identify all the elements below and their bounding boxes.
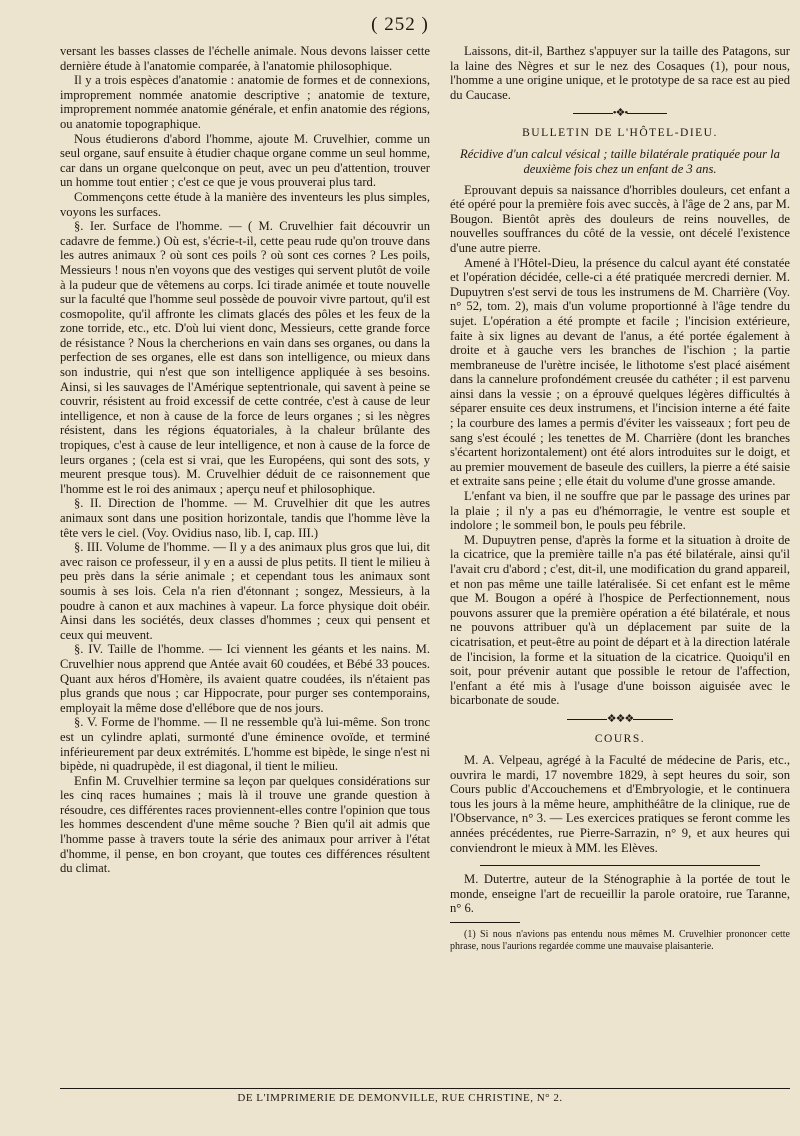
left-paragraph: §. Ier. Surface de l'homme. — ( M. Cruvelhier fait découvrir un cadavre de femme.) Où est, s'écrie-t-il, cette peau rude qu'on trouve dans les autres animaux ? où sont ces poils ? où sont ces cornes ? Les poils, Messieurs ! nous n'en voyons que des vestiges qui servent plutôt de voile à la pudeur que de vêtemens au corps. Ici tirade animée et toute nouvelle sur la faculté que l'homme seul possède de pouvoir vivre partout, qu'il est cosmopolite, qu'il affronte les climats glacés des pôles et les feux de la zone torride, etc., etc. D'où lui vient donc, Messieurs, cette grande force de résistance ? Nous la chercherions en vain dans ses organes, ou dans la perfection de ses organes, elle est dans son intelligence, ou mieux dans son industrie, qui n'est que son intelligence appliquée à ses besoins. Ainsi, si les sauvages de l'Amérique septentrionale, qui savent à peine se couvrir, résistent au froid excessif de cette contrée, c'est à cause de leur intelligence, et non à cause de la force de leurs organes ; si les nègres résistent, dans les régions équatoriales, à la chaleur brûlante des tropiques, c'est à cause de leur intelligence, et non à cause de la force de leurs organes ; (cela est si vrai, que les Européens, qui sont des sots, y meurent presque tous). M. Cruvelhier déduit de ce raisonnement que l'homme est le roi des animaux ; aperçu neuf et philosophique. <box>60 219 431 496</box>
bulletin-paragraph: L'enfant va bien, il ne souffre que par le passage des urines par la plaie ; il n'y a pas eu d'hémorragie, le ventre est souple et indolore ; le sommeil bon, le pouls peu fébrile. <box>450 489 790 533</box>
left-paragraph: §. III. Volume de l'homme. — Il y a des animaux plus gros que lui, dit avec raison ce professeur, il y en a aussi de plus petits. Il tient le milieu à peu près dans la série animale ; et cependant tous les animaux sont soumis à ses lois. Cela n'a rien d'étonnant ; songez, Messieurs, à la poudre à canon et aux machines à vapeur. La force physique doit obéir. Ainsi dans les sociétés, deux classes d'hommes ; ceux qui pensent et ceux qui meuvent. <box>60 540 430 642</box>
left-paragraph: versant les basses classes de l'échelle animale. Nous devons laisser cette dernière étude à l'anatomie comparée, à l'anatomie philosophique. <box>60 44 430 73</box>
left-paragraph: Nous étudierons d'abord l'homme, ajoute M. Cruvelhier, comme un seul organe, sauf ensuite à étudier chaque organe comme un seul homme, car dans un organe quelconque on peut, avec un peu d'attention, trouver un homme tout entier ; c'est ce que je vous prouverai plus tard. <box>60 131 430 190</box>
left-paragraph: Commençons cette étude à la manière des inventeurs les plus simples, voyons les surfaces. <box>60 189 430 219</box>
left-paragraph: §. V. Forme de l'homme. — Il ne ressemble qu'à lui-même. Son tronc est un cylindre aplati, surmonté d'une éminence ovoïde, et terminé inférieurement par deux extrémités. L'homme est bipède, le singe n'est ni bipède, ni quadrupède, il est diagonal, il tient le milieu. <box>60 715 430 774</box>
cours-heading: COURS. <box>594 732 646 745</box>
footnote-rule <box>450 922 520 923</box>
cours-paragraph: M. A. Velpeau, agrégé à la Faculté de médecine de Paris, etc., ouvrira le mardi, 17 novembre 1829, à sept heures du soir, son Cours public d'Accouchemens et d'Embryologie, et le continuera tous les jours à la même heure, amphithéâtre de la clinique, rue de l'Observance, n° 3. — Les exercices pratiques se feront comme les années précédentes, rue Pierre-Sarrazin, n° 9, et aux heures qui conviendront le mieux à MM. les Elèves. <box>450 752 790 855</box>
left-paragraph: §. IV. Taille de l'homme. — Ici viennent les géants et les nains. M. Cruvelhier nous apprend que Antée avait 60 coudées, et Bébé 33 pouces. Quant aux héros d'Homère, ils avaient quatre coudées, ils n'étaient pas plus grands que nous ; car Hippocrate, pour purger ses contemporains, employait la même dose d'ellébore que de nos jours. <box>60 642 430 715</box>
bulletin-subtitle: Récidive d'un calcul vésical ; taille bilatérale pratiquée pour la deuxième fois chez un enfant de 3 ans. <box>460 147 780 176</box>
ornament-divider: ❖❖❖ <box>450 712 790 725</box>
advert-paragraph: M. Dutertre, auteur de la Sténographie à la portée de tout le monde, enseigne l'art de recueillir la parole oratoire, rue Taranne, n° 6. <box>450 872 790 916</box>
bulletin-heading: BULLETIN DE L'HÔTEL-DIEU. <box>522 127 718 140</box>
ornament-divider: •❖• <box>450 106 790 119</box>
right-intro-paragraph: Laissons, dit-il, Barthez s'appuyer sur la taille des Patagons, sur la laine des Nègres et sur le nez des Cosaques (1), pour nous, l'homme a une origine unique, et le prototype de sa race est au pied du Caucase. <box>450 44 790 102</box>
bulletin-paragraph: Amené à l'Hôtel-Dieu, la présence du calcul ayant été constatée et l'opération décidée, celle-ci a été pratiquée mercredi dernier. M. Dupuytren s'est servi de tous les instrumens de M. Charrière (Voy. n° 52, tom. 2), mais d'un volume proportionné à l'âge tendre du sujet. L'opération a été prompte et facile ; l'incision extérieure, faite à six lignes au devant de l'anus, a été portée également à droite et à gauche vers les branches de l'ischion ; la partie membraneuse de l'urètre incisée, le lithotome s'est placé aisément dans la cannelure profondément creusée du cathéter ; il est parvenu ainsi dans la vessie ; on a éprouvé quelques légères difficultés à séparer ensuite ces deux instrumens, et l'incision interne a été faite ; la courbure des lames a permis d'éviter les vaisseaux ; fort peu de sang s'est écoulé ; les tenettes de M. Charrière (dont les branches s'écartent horizontalement) ont été alors introduites sur le doigt, et au premier mouvement de baseule des cuillers, la pierre a été saisie et extraite sans peine ; elle était du volume d'une grosse amande. <box>450 255 790 489</box>
bulletin-paragraph: Eprouvant depuis sa naissance d'horribles douleurs, cet enfant a été opéré pour la première fois avec succès, à l'âge de 2 ans, par M. Bougon. Bientôt après des douleurs de reins nouvelles, de nouvelles souffrances du côté de la vessie, ont décelé l'existence d'une autre pierre. <box>450 182 790 255</box>
left-paragraph: Enfin M. Cruvelhier termine sa leçon par quelques considérations sur les cinq races humaines ; mais là il trouve une grande question à résoudre, ces différentes races proviennent-elles contre l'opinion que tous les hommes descendent d'une même souche ? Bien qu'il ait admis que l'homme passe à travers toute la série des animaux pour arriver à l'état d'homme, il pense, en bon croyant, que toutes ces différences résultent du climat. <box>60 773 430 876</box>
left-paragraph: Il y a trois espèces d'anatomie : anatomie de formes et de connexions, improprement nommée anatomie descriptive ; anatomie de texture, improprement nommée anatomie générale, et enfin anatomie des régions, ou anatomie topographique. <box>60 73 430 131</box>
left-paragraph: §. II. Direction de l'homme. — M. Cruvelhier dit que les autres animaux sont dans une position horizontale, tandis que l'homme lève la tête vers le ciel. (Voy. Ovidius naso, lib. I, cap. III.) <box>60 496 430 540</box>
page-number: ( 252 ) <box>371 14 429 35</box>
footnote: (1) Si nous n'avions pas entendu nous mêmes M. Cruvelhier prononcer cette phrase, nous l'aurions regardée comme une mauvaise plaisanterie. <box>450 928 790 952</box>
bulletin-paragraph: M. Dupuytren pense, d'après la forme et la situation à droite de la cicatrice, que la première taille n'a pas été bilatérale, ainsi qu'il l'avait cru d'abord ; c'est, dit-il, une modification du grand appareil, et non pas même une taille latéralisée. Si cet enfant est le même que M. Bougon a opéré à l'hospice de Perfectionnement, nous pouvons assurer que la première opération a été bilatérale, et nous ne pouvons attribuer qu'à un déplacement par suite de la cicatrisation, et peut-être au point de départ et à la direction latérale de l'incision, la forme et la situation de la cicatrice. Quoiqu'il en soit, pour prévenir autant que possible le retour de l'affection, l'enfant a été mis à l'usage d'une boisson aiguisée avec le bicarbonate de soude. <box>450 532 790 708</box>
printer-rule <box>60 1088 790 1089</box>
left-column <box>60 44 430 876</box>
right-column <box>450 44 790 953</box>
divider-line <box>480 865 760 866</box>
printer-imprint: DE L'IMPRIMERIE DE DEMONVILLE, RUE CHRISTINE, N° 2. <box>237 1092 563 1104</box>
